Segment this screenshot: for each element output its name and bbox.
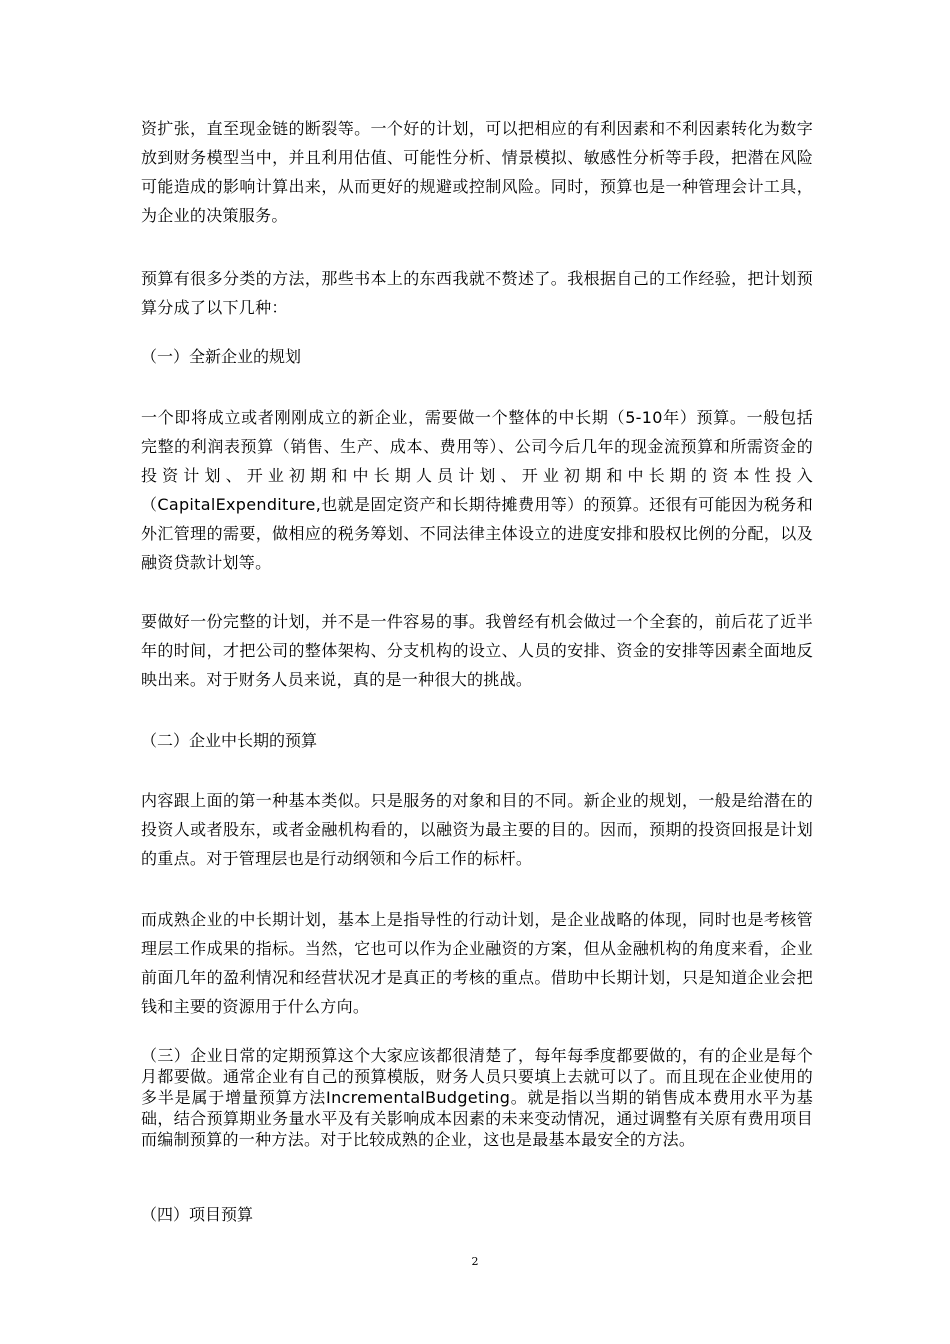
- paragraph-risk-control: 资扩张，直至现金链的断裂等。一个好的计划，可以把相应的有利因素和不利因素转化为数字放到财务模型当中，并且利用估值、可能性分析、情景模拟、敏感性分析等手段，把潜在风险可能造成的影响计算出来，从而更好的规避或控制风险。同时，预算也是一种管理会计工具，为企业的决策服务。: [141, 119, 813, 225]
- paragraph-periodic-budget: （三）企业日常的定期预算这个大家应该都很清楚了，每年每季度都要做的，有的企业是每个月都要做。通常企业有自己的预算模版，财务人员只要填上去就可以了。而且现在企业使用的多半是属于增量预算方法IncrementalBudgeting。就是指以当期的销售成本费用水平为基础，结合预算期业务量水平及有关影响成本因素的未来变动情况，通过调整有关原有费用项目而编制预算的一种方法。对于比较成熟的企业，这也是最基本最安全的方法。: [141, 1046, 813, 1149]
- page-number: 2: [471, 1255, 479, 1268]
- paragraph-budget-classification: 预算有很多分类的方法，那些书本上的东西我就不赘述了。我根据自己的工作经验，把计划预算分成了以下几种：: [141, 269, 813, 317]
- section-heading-4: （四）项目预算: [141, 1205, 254, 1224]
- paragraph-complete-plan: 要做好一份完整的计划，并不是一件容易的事。我曾经有机会做过一个全套的，前后花了近半年的时间，才把公司的整体架构、分支机构的设立、人员的安排、资金的安排等因素全面地反映出来。对于财务人员来说，真的是一种很大的挑战。: [141, 612, 813, 689]
- section-heading-2: （二）企业中长期的预算: [141, 731, 318, 750]
- section-heading-1: （一）全新企业的规划: [141, 347, 302, 366]
- paragraph-new-enterprise: 一个即将成立或者刚刚成立的新企业，需要做一个整体的中长期（5-10年）预算。一般包括完整的利润表预算（销售、生产、成本、费用等）、公司今后几年的现金流预算和所需资金的投资计划、开业初期和中长期人员计划、开业初期和中长期的资本性投入（CapitalExpenditure,也就是固定资产和长期待摊费用等）的预算。还很有可能因为税务和外汇管理的需要，做相应的税务筹划、不同法律主体设立的进度安排和股权比例的分配，以及融资贷款计划等。: [141, 408, 813, 572]
- paragraph-mature-enterprise: 而成熟企业的中长期计划，基本上是指导性的行动计划，是企业战略的体现，同时也是考核管理层工作成果的指标。当然，它也可以作为企业融资的方案，但从金融机构的角度来看，企业前面几年的盈利情况和经营状况才是真正的考核的重点。借助中长期计划，只是知道企业会把钱和主要的资源用于什么方向。: [141, 910, 813, 1016]
- paragraph-mid-long-term: 内容跟上面的第一种基本类似。只是服务的对象和目的不同。新企业的规划，一般是给潜在的投资人或者股东，或者金融机构看的，以融资为最主要的目的。因而，预期的投资回报是计划的重点。对于管理层也是行动纲领和今后工作的标杆。: [141, 791, 813, 868]
